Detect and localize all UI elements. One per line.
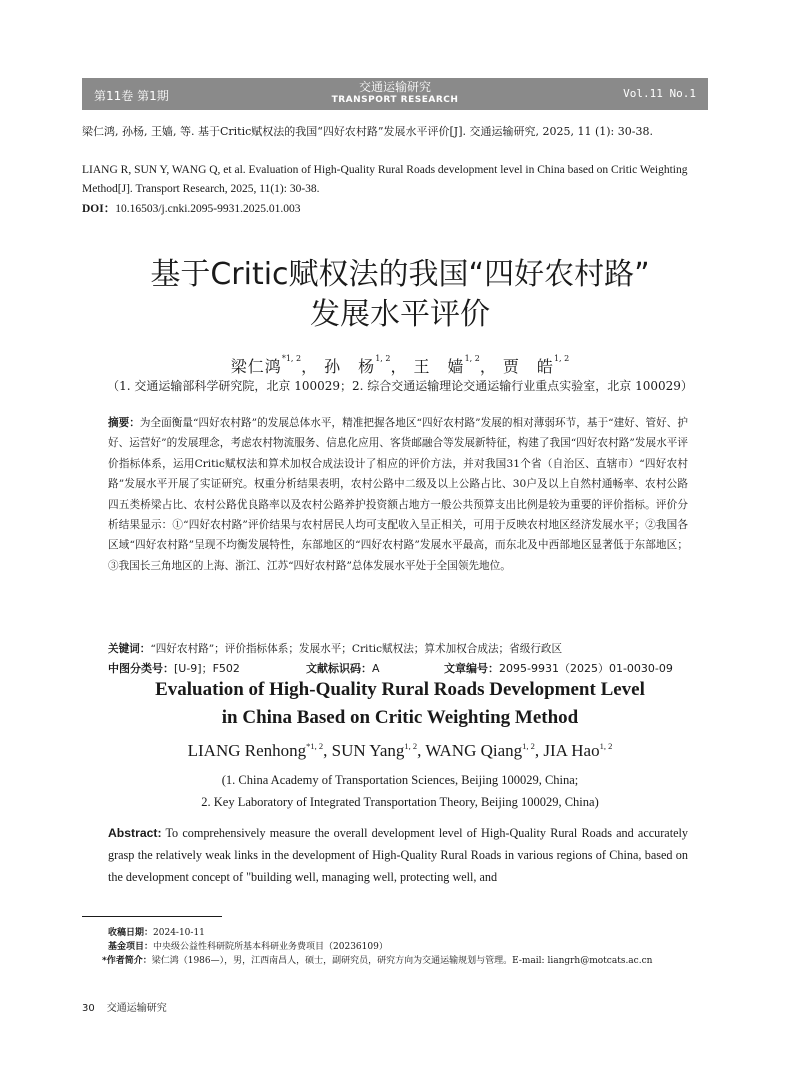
authors-cn: 梁仁鸿$^{*1, 2}$， 孙 杨$^{1, 2}$， 王 嫱$^{1, 2}$， 贾 皓$^{1, 2}$ <box>230 354 570 376</box>
footnote-received <box>108 926 708 940</box>
title-en-line1: Evaluation of High-Quality Rural Roads Development Level <box>155 679 645 700</box>
abstract-en <box>108 822 688 888</box>
abstract-en-label: Abstract: <box>108 826 162 840</box>
page-footer <box>82 999 167 1014</box>
keywords-cn-label: 关键词： <box>108 643 151 655</box>
author-cn-name: 王 嫱 <box>413 357 465 376</box>
citation-en: LIANG R, SUN Y, WANG Q, et al. Evaluation of High-Quality Rural Roads development level in China based on Critic Weighting Method[J]. Transport Research, 2025, 11(1): 30-38. <box>82 164 688 195</box>
abstract-cn-label: 摘要： <box>108 417 140 429</box>
received-value: 2024-10-11 <box>153 928 205 938</box>
affiliation-en <box>0 769 800 813</box>
affiliation-en-line1: (1. China Academy of Transportation Sciences, Beijing 100029, China; <box>221 773 579 787</box>
author-en-name: LIANG Renhong <box>187 741 307 760</box>
author-en-sup: 1, 2 <box>404 741 418 751</box>
footnote-author <box>102 954 708 968</box>
author-bio-label: *作者简介： <box>102 956 152 966</box>
author-cn-name: 贾 皓 <box>502 357 554 376</box>
abstract-en-text: To comprehensively measure the overall development level of High-Quality Rural Roads and accurately grasp the relatively weak links in the development of High-Quality Rural Roads in various regions of China, based on the development concept of "building well, managing well, protecting well, and <box>108 826 688 884</box>
affiliation-en-line2: 2. Key Laboratory of Integrated Transportation Theory, Beijing 100029, China) <box>201 795 599 809</box>
footer-journal: 交通运输研究 <box>106 1003 167 1014</box>
art-label: 文章编号： <box>444 662 499 675</box>
author-bio-value: 梁仁鸿（1986—），男，江西南昌人，硕士，副研究员，研究方向为交通运输规划与管理。E-mail: liangrh@motcats.ac.cn <box>151 956 653 966</box>
doc-value: A <box>372 662 380 675</box>
article-number <box>444 660 673 676</box>
citation-cn: 梁仁鸿, 孙杨, 王嫱, 等. 基于Critic赋权法的我国“四好农村路”发展水平评价[J]. 交通运输研究, 2025, 11 (1): 30-38. <box>82 125 653 138</box>
authors-en: LIANG Renhong$^{*1, 2}$, SUN Yang$^{1, 2}$, WANG Qiang$^{1, 2}$, JIA Hao$^{1, 2}$ <box>187 741 613 760</box>
author-en-sup: 1, 2 <box>599 741 613 751</box>
footnote-rule <box>82 916 222 917</box>
clc-label: 中图分类号： <box>108 662 174 675</box>
title-en <box>60 676 740 732</box>
journal-name-en: TRANSPORT RESEARCH <box>331 95 459 105</box>
author-en-name: WANG Qiang <box>425 741 523 760</box>
fund-value: 中央级公益性科研院所基本科研业务费项目（20236109） <box>153 942 388 952</box>
author-en-sup: *1, 2 <box>306 741 324 751</box>
journal-name <box>82 80 708 106</box>
volume-issue: 第11卷 第1期 <box>94 89 169 103</box>
author-cn-sup: 1, 2 <box>464 354 480 363</box>
vol-no: Vol.11 No.1 <box>623 87 696 100</box>
title-cn-line1: 基于Critic赋权法的我国“四好农村路” <box>150 257 650 292</box>
journal-header-bar <box>82 78 708 110</box>
affiliation-cn: （1. 交通运输部科学研究院，北京 100029；2. 综合交通运输理论交通运输行业重点实验室，北京 100029） <box>107 379 693 393</box>
footnote-fund <box>108 940 708 954</box>
doc-label: 文献标识码： <box>306 662 372 675</box>
clc-code <box>108 660 240 676</box>
keywords-cn-text: “四好农村路”；评价指标体系；发展水平；Critic赋权法；算术加权合成法；省级行政区 <box>150 643 563 655</box>
author-cn-name: 孙 杨 <box>324 357 376 376</box>
title-cn-line2: 发展水平评价 <box>310 297 490 332</box>
received-label: 收稿日期： <box>108 928 154 938</box>
title-en-line2: in China Based on Critic Weighting Method <box>221 707 579 728</box>
doc-code <box>306 660 380 676</box>
doi-label: DOI： <box>82 203 116 215</box>
author-en-name: JIA Hao <box>543 741 600 760</box>
doi-value[interactable]: 10.16503/j.cnki.2095-9931.2025.01.003 <box>115 203 301 215</box>
author-cn-sup: 1, 2 <box>553 354 570 363</box>
author-en-name: SUN Yang <box>331 741 405 760</box>
abstract-cn <box>108 413 688 576</box>
author-cn-name: 梁仁鸿 <box>230 357 282 376</box>
author-en-sup: 1, 2 <box>522 741 535 751</box>
abstract-cn-text: 为全面衡量“四好农村路”的发展总体水平，精准把握各地区“四好农村路”发展的相对薄弱环节，基于“建好、管好、护好、运营好”的发展理念，考虑农村物流服务、信息化应用、客货邮融合等发展新特征，构建了我国“四好农村路”发展水平评价指标体系，运用Critic赋权法和算术加权合成法设计了相应的评价方法，并对我国31个省（自治区、直辖市）“四好农村路”发展水平开展了实证研究。权重分析结果表明，农村公路中二级及以上公路占比、30户及以上自然村通畅率、农村公路四五类桥梁占比、农村公路优良路率以及农村公路养护投资额占地方一般公共预算支出比例是较为重要的评价指标。评价分析结果显示：①“四好农村路”评价结果与农村居民人均可支配收入呈正相关，可用于反映农村地区经济发展水平；②我国各区域“四好农村路”呈现不均衡发展特性，东部地区的“四好农村路”发展水平最高，而东北及中西部地区显著低于东部地区；③我国长三角地区的上海、浙江、江苏“四好农村路”总体发展水平处于全国领先地位。 <box>108 417 688 572</box>
clc-value: [U-9]；F502 <box>174 662 240 675</box>
fund-label: 基金项目： <box>108 942 154 952</box>
title-cn <box>60 255 740 335</box>
page-number: 30 <box>82 1003 95 1014</box>
keywords-cn <box>108 640 708 658</box>
journal-name-cn: 交通运输研究 <box>358 80 431 94</box>
footnotes <box>102 926 708 968</box>
author-cn-sup: 1, 2 <box>375 354 391 363</box>
doi-line <box>82 200 301 216</box>
author-cn-sup: *1, 2 <box>281 354 302 363</box>
art-value: 2095-9931（2025）01-0030-09 <box>499 662 673 675</box>
